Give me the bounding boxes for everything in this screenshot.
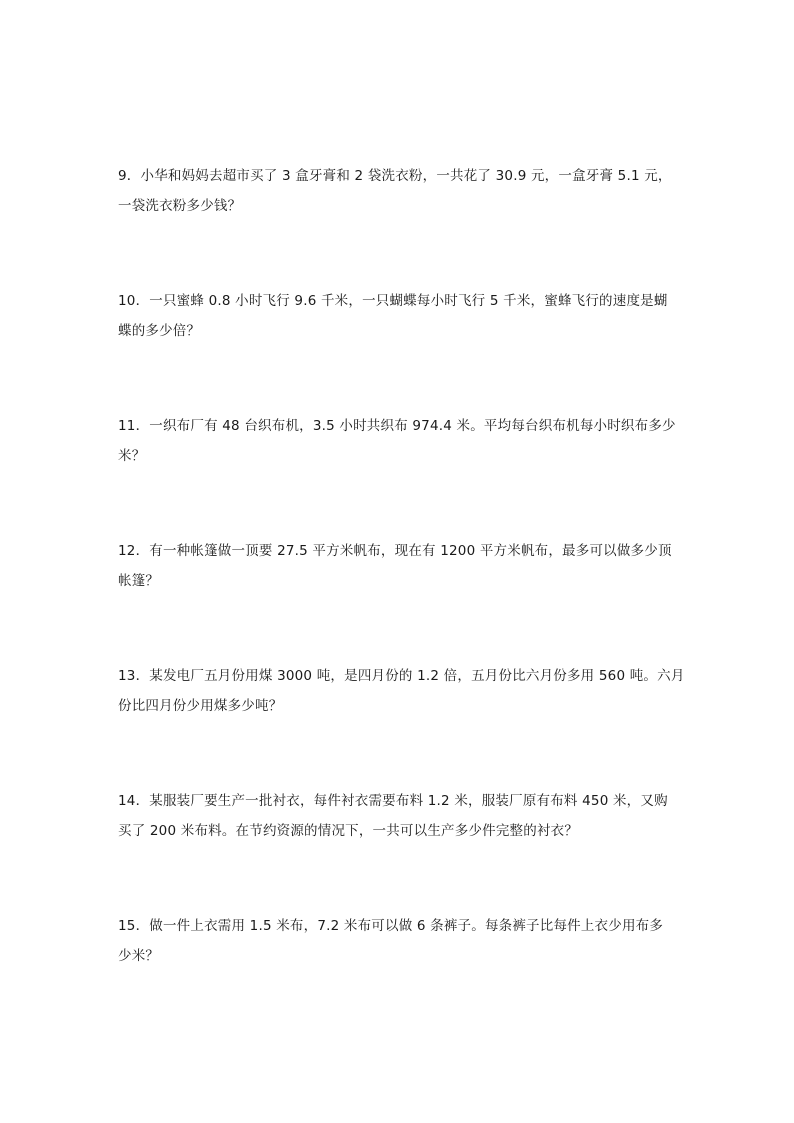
problem-12-line-2: 帐篷？ [118, 573, 160, 589]
problem-10 [118, 286, 678, 346]
problem-11 [118, 411, 678, 471]
problem-13-line-2: 份比四月份少用煤多少吨？ [118, 698, 283, 714]
problem-9-line-1: 9．小华和妈妈去超市买了 3 盒牙膏和 2 袋洗衣粉，一共花了 30.9 元，一盒牙膏 5.1 元， [118, 168, 672, 184]
problem-14 [118, 786, 678, 846]
problem-9-line-2: 一袋洗衣粉多少钱？ [118, 198, 242, 214]
problem-12 [118, 536, 678, 596]
problem-14-line-2: 买了 200 米布料。在节约资源的情况下，一共可以生产多少件完整的衬衣？ [118, 823, 579, 839]
problem-9 [118, 161, 678, 221]
problem-14-line-1: 14．某服装厂要生产一批衬衣，每件衬衣需要布料 1.2 米，服装厂原有布料 450 米，又购 [118, 793, 668, 809]
problem-13-line-1: 13．某发电厂五月份用煤 3000 吨，是四月份的 1.2 倍，五月份比六月份多用 560 吨。六月 [118, 668, 685, 684]
problem-12-line-1: 12．有一种帐篷做一顶要 27.5 平方米帆布，现在有 1200 平方米帆布，最多可以做多少顶 [118, 543, 672, 559]
problem-15-line-1: 15．做一件上衣需用 1.5 米布，7.2 米布可以做 6 条裤子。每条裤子比每件上衣少用布多 [118, 918, 664, 934]
problem-11-line-2: 米？ [118, 448, 146, 464]
problem-10-line-2: 蝶的多少倍？ [118, 323, 201, 339]
problem-11-line-1: 11．一织布厂有 48 台织布机，3.5 小时共织布 974.4 米。平均每台织布机每小时织布多少 [118, 418, 676, 434]
problem-10-line-1: 10．一只蜜蜂 0.8 小时飞行 9.6 千米，一只蝴蝶每小时飞行 5 千米，蜜蜂飞行的速度是蝴 [118, 293, 668, 309]
problem-15-line-2: 少米？ [118, 948, 160, 964]
problem-15 [118, 911, 678, 971]
problem-13 [118, 661, 685, 721]
